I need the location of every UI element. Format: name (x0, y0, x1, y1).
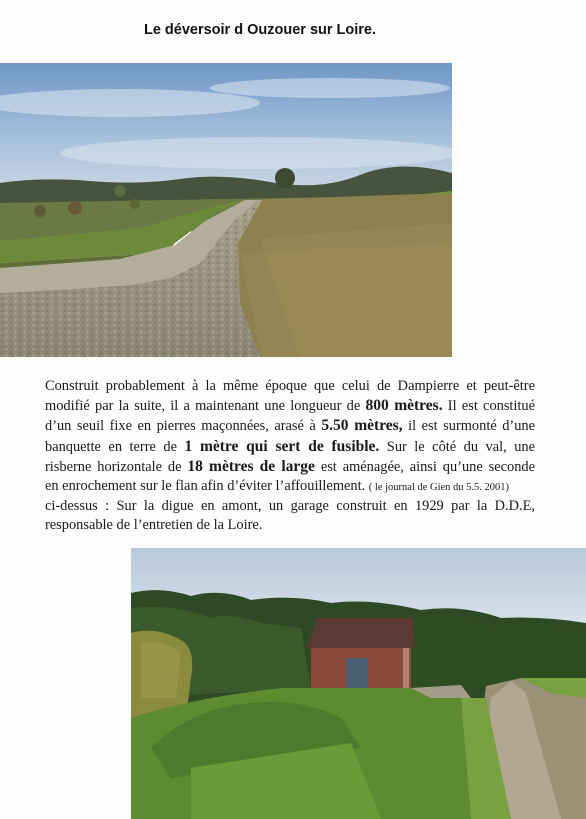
text-line (45, 457, 535, 477)
text-line (45, 377, 535, 396)
text-segment: responsable de l’entretien de la Loire. (45, 517, 263, 534)
fuse-value: 1 mètre qui sert de fusible. (184, 437, 380, 455)
text-segment: ci-dessus : Sur la digue en amont, un garage construit en 1929 par la D.D.E, (45, 498, 535, 515)
text-line (45, 396, 535, 416)
levee-road-photo (0, 63, 452, 357)
page-title: Le déversoir d Ouzouer sur Loire. (143, 22, 377, 38)
text-line (45, 477, 535, 497)
length-value: 800 mètres. (365, 397, 443, 415)
text-segment: Sur le côté du val, une (379, 438, 535, 455)
text-segment: d’un seuil fixe en pierres maçonnées, arasé à (45, 418, 322, 435)
text-line (45, 437, 535, 457)
text-segment: risberne horizontale de (45, 458, 188, 475)
text-line (45, 416, 535, 436)
text-segment: en enrochement sur le flan afin d’éviter l’affouillement. (45, 478, 369, 495)
text-segment: modifié par la suite, il a maintenant une longueur de (45, 398, 366, 415)
description-paragraph (45, 377, 535, 536)
text-line (45, 497, 535, 516)
text-segment: banquette en terre de (45, 438, 185, 455)
width-value: 18 mètres de large (187, 457, 315, 475)
levee-road-image (0, 63, 452, 357)
text-segment: il est surmonté d’une (402, 418, 535, 435)
text-line (45, 516, 535, 535)
text-segment: Il est constitué (442, 398, 536, 415)
source-citation: ( le journal de Gien du 5.5. 2001) (368, 482, 510, 494)
text-segment: est aménagée, ainsi qu’une seconde (314, 458, 535, 475)
garage-image (131, 548, 586, 819)
text-segment: Construit probablement à la même époque que celui de Dampierre et peut-être (45, 378, 535, 394)
garage-photo (131, 548, 586, 819)
height-value: 5.50 mètres, (321, 417, 403, 435)
